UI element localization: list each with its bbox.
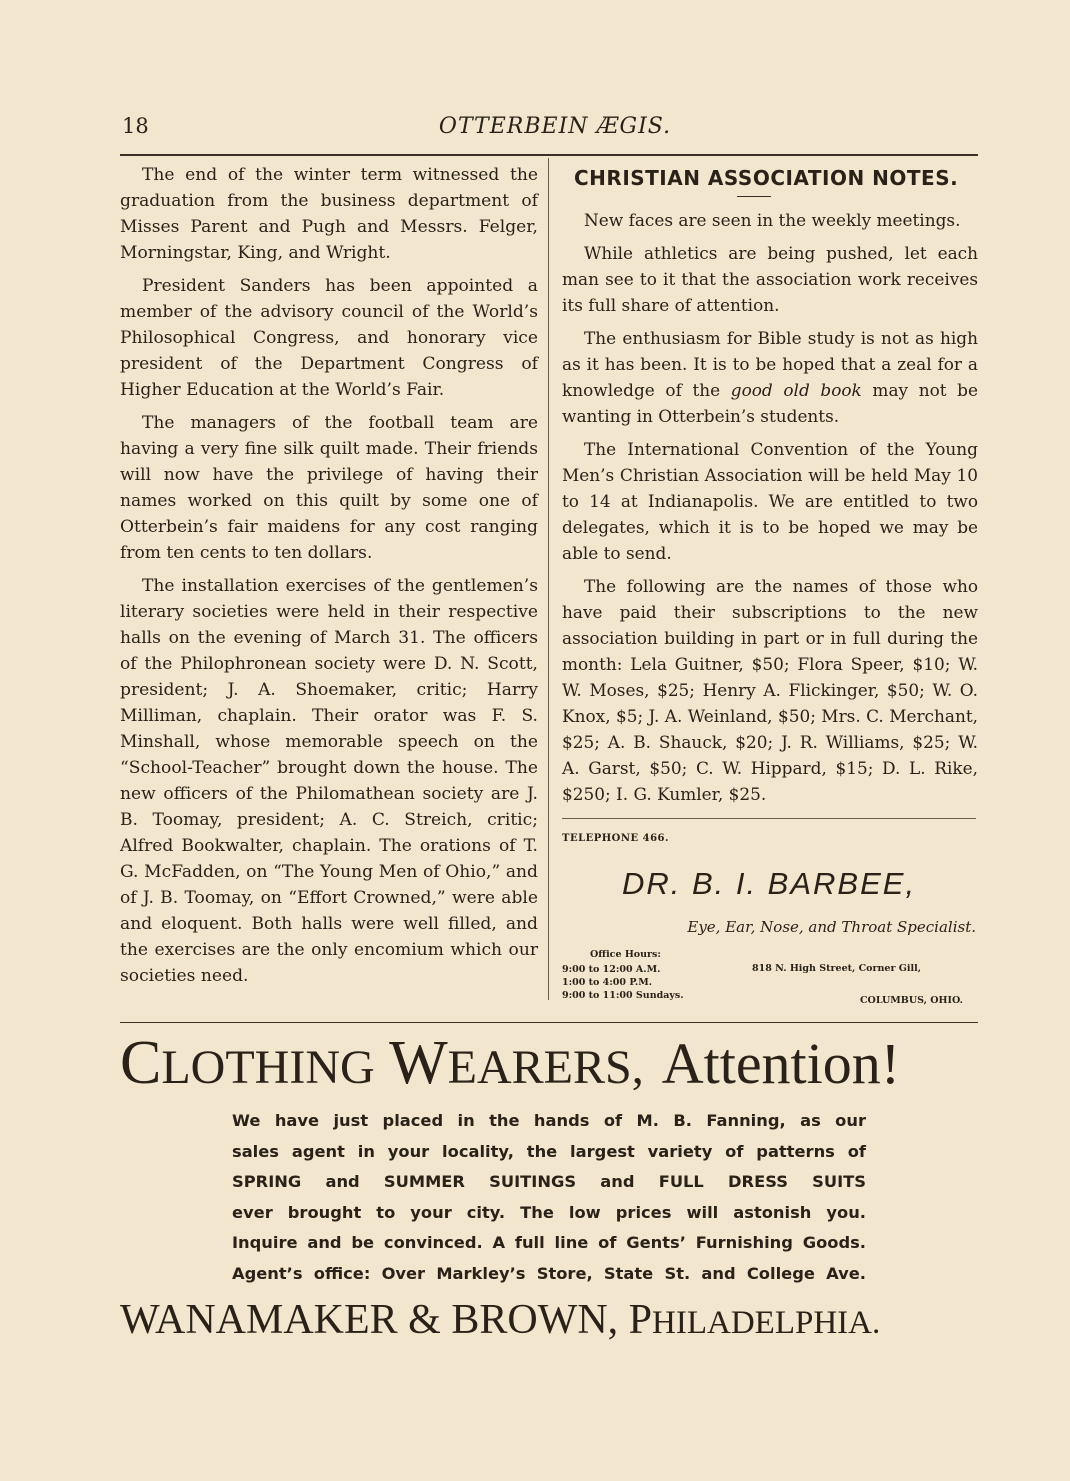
ad-line: ever brought to your city. The low prices will astonish you. — [232, 1202, 866, 1222]
heading-rule — [737, 196, 771, 197]
paragraph-convention: The International Convention of the Young Men’s Christian Association will be held May 10 to 14 at Indianapolis. We are entitled to two delegates, which it is to be hoped we may be able to send. — [562, 439, 978, 563]
clothing-ad-body — [232, 1106, 866, 1290]
paragraph-president-sanders: President Sanders has been appointed a member of the advisory council of the World’s Philosophical Congress, and honorary vice president of the Department Congress of Higher Education at the World’s Fair. — [120, 276, 538, 400]
title-attention: Attention! — [661, 1031, 901, 1096]
page-number: 18 — [122, 114, 149, 138]
paragraph-graduation: The end of the winter term witnessed the graduation from the business department of Misses Parent and Pugh and Messrs. Felger, Morningstar, King, and Wright. — [120, 165, 538, 263]
left-column — [120, 162, 538, 996]
footer-company: WANAMAKER & BROWN, — [120, 1297, 619, 1343]
hours-line: 1:00 to 4:00 P.M. — [562, 977, 653, 988]
column-divider — [548, 158, 549, 1000]
title-clothing: LOTHING — [161, 1041, 375, 1094]
doctor-address: 818 N. High Street, Corner Gill, — [752, 963, 922, 974]
ad-line: sales agent in your locality, the largest variety of patterns of — [232, 1141, 866, 1161]
hours-line: 9:00 to 12:00 A.M. — [562, 964, 661, 975]
ad-line: SPRING and SUMMER SUITINGS and FULL DRESS SUITS — [232, 1172, 866, 1192]
paragraph-new-faces: New faces are seen in the weekly meetings. — [584, 210, 961, 230]
paragraph-bible-study: The enthusiasm for Bible study is not as high as it has been. It is to be hoped that a zeal for a knowledge of the good old book may not be wanting in Otterbein’s students. — [562, 328, 978, 426]
footer-city: HILADELPHIA. — [652, 1305, 881, 1341]
clothing-ad-footer — [120, 1296, 980, 1344]
office-hours — [562, 963, 684, 1002]
title-initial-c: C — [120, 1029, 162, 1097]
paragraph-subscriptions: The following are the names of those who have paid their subscriptions to the new association building in part or in full during the month: Lela Guitner, $50; Flora Speer, $10; W. W. Moses, $25; Henry A. Flickinger, $50; W. O. Knox, $5; J. A. Weinland, $50; Mrs. C. Merchant, $25; A. B. Shauck, $20; J. R. Williams, $25; W. A. Garst, $50; C. W. Hippard, $15; D. L. Rike, $250; I. G. Kumler, $25. — [562, 576, 978, 804]
doctor-specialty: Eye, Ear, Nose, and Throat Specialist. — [687, 918, 976, 936]
paragraph-football-quilt: The managers of the football team are having a very fine silk quilt made. Their friends will now have the privilege of having their names worked on this quilt by some one of Otterbein’s fair maidens for any cost ranging from ten cents to ten dollars. — [120, 413, 538, 563]
italic-phrase: good old book — [730, 380, 862, 400]
paragraph-installation: The installation exercises of the gentlemen’s literary societies were held in their respective halls on the evening of March 31. The officers of the Philophronean society were D. N. Scott, president; J. A. Shoemaker, critic; Harry Milliman, chaplain. Their orator was F. S. Minshall, whose memorable speech on the “School-Teacher” brought down the house. The new officers of the Philomathean society are J. B. Toomay, president; A. C. Streich, critic; Alfred Bookwalter, chaplain. The orations of T. G. McFadden, on “The Young Men of Ohio,” and of J. B. Toomay, on “Effort Crowned,” were able and eloquent. Both halls were well filled, and the exercises are the only encomium which our societies need. — [120, 576, 538, 986]
ad-line: Agent’s office: Over Markley’s Store, State St. and College Ave. — [232, 1263, 866, 1283]
doctor-city: COLUMBUS, OHIO. — [860, 995, 963, 1006]
title-initial-w: W — [389, 1029, 448, 1097]
title-wearers: EARERS, — [447, 1041, 644, 1094]
ad-line: Inquire and be convinced. A full line of Gents’ Furnishing Goods. — [232, 1233, 866, 1253]
section-heading: CHRISTIAN ASSOCIATION NOTES. — [574, 166, 959, 190]
ad-rule — [562, 818, 976, 819]
telephone: TELEPHONE 466. — [562, 833, 669, 844]
header-rule — [120, 154, 978, 156]
running-head: OTTERBEIN ÆGIS. — [438, 114, 672, 139]
doctor-name: DR. B. I. BARBEE, — [621, 866, 917, 901]
right-column — [562, 162, 978, 814]
hours-line: 9:00 to 11:00 Sundays. — [562, 990, 684, 1001]
footer-city-initial: P — [628, 1297, 653, 1343]
ad-line: We have just placed in the hands of M. B. Fanning, as our — [232, 1111, 866, 1130]
office-hours-label: Office Hours: — [590, 949, 661, 960]
clothing-ad-title — [120, 1028, 980, 1103]
ad-divider — [120, 1022, 978, 1023]
paragraph-athletics: While athletics are being pushed, let each man see to it that the association work receives its full share of attention. — [562, 243, 978, 315]
